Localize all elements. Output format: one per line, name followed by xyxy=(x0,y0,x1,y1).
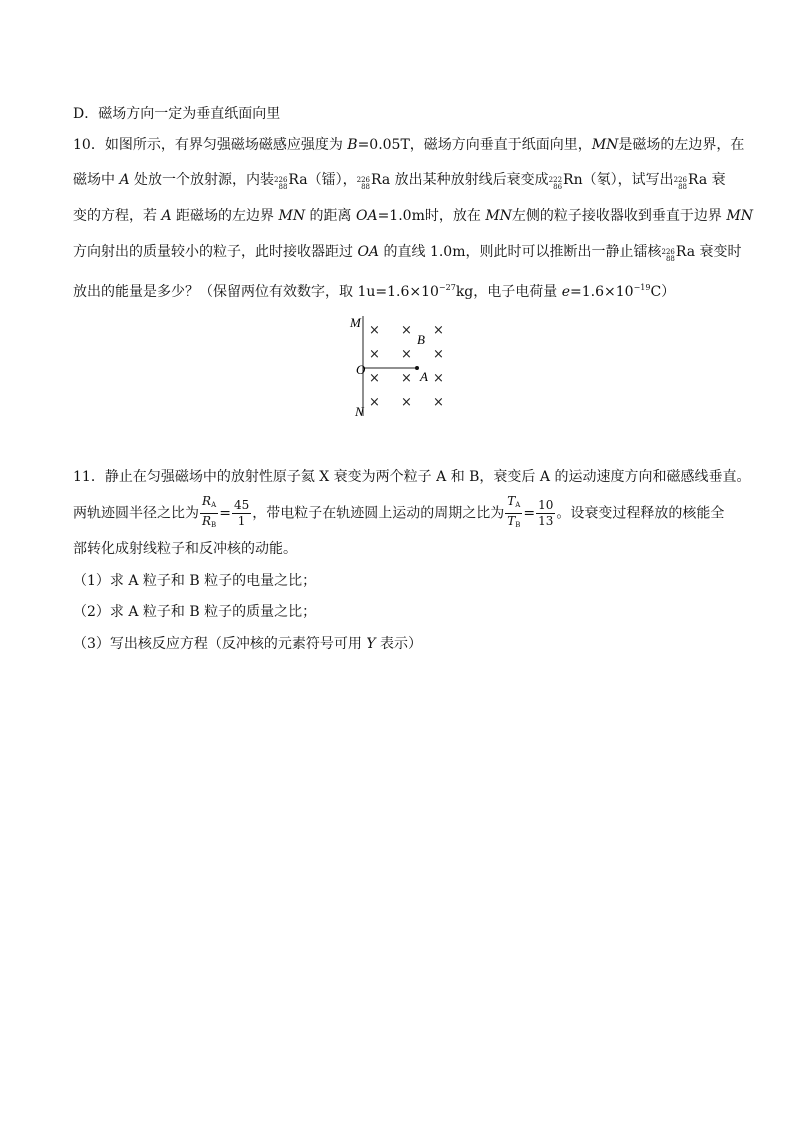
period-ratio-value xyxy=(536,498,555,529)
symbol-B: B xyxy=(347,137,358,153)
element-symbol: Rn xyxy=(563,172,583,188)
field-cross: × xyxy=(401,395,412,410)
text: 表示） xyxy=(375,636,423,652)
text: 左侧的粒子接收器收到垂直于边界 xyxy=(511,208,727,224)
text: =1.0m时，放在 xyxy=(377,208,486,224)
text: kg，电子电荷量 xyxy=(455,284,562,300)
q11-sub-1: （1）求 A 粒子和 B 粒子的电量之比； xyxy=(73,573,317,589)
symbol-e: e xyxy=(561,284,571,300)
atomic-number: 88 xyxy=(361,183,370,191)
q10-line-4 xyxy=(73,242,742,263)
text: 放出的能量是多少？（保留两位有效数字，取 1u=1.6×10 xyxy=(73,284,439,300)
text: 磁场中 xyxy=(73,172,120,188)
denominator: 1 xyxy=(237,514,246,528)
symbol-T: T xyxy=(507,514,516,528)
label-B: B xyxy=(417,332,425,347)
text: Ra 衰变时 xyxy=(675,244,742,260)
equals: = xyxy=(523,505,536,522)
q11-line-2 xyxy=(73,494,724,533)
text: 的距离 xyxy=(305,208,356,224)
mass-number: 222 xyxy=(548,176,563,184)
equals: = xyxy=(219,505,231,522)
nuclide-ra-3 xyxy=(674,170,688,191)
text: 处放一个放射源，内装 xyxy=(129,172,275,188)
q11-line-3: 部转化成射线粒子和反冲核的动能。 xyxy=(73,541,297,557)
field-cross: × xyxy=(433,395,444,410)
text: 是磁场的左边界，在 xyxy=(618,137,745,153)
q10-line-2 xyxy=(73,170,726,191)
text: （氡），试写出 xyxy=(582,172,674,188)
text: 10．如图所示，有界匀强磁场磁感应强度为 xyxy=(73,137,348,153)
symbol-MN: MN xyxy=(485,208,512,224)
text: 两轨迹圆半径之比为 xyxy=(73,505,199,522)
denominator: 13 xyxy=(538,514,554,528)
text: 的直线 1.0m，则此时可以推断出一静止镭核 xyxy=(379,244,662,260)
label-O: O xyxy=(356,362,366,377)
point-a-dot xyxy=(415,366,419,370)
text: （3）写出核反应方程（反冲核的元素符号可用 xyxy=(73,636,367,652)
numerator: 10 xyxy=(538,498,554,512)
nuclide-rn xyxy=(549,170,583,191)
field-cross: × xyxy=(433,371,444,386)
element-symbol: Ra xyxy=(288,172,308,188)
q10-line-3 xyxy=(73,206,753,226)
nuclide-ra-2 xyxy=(357,170,371,191)
text: =0.05T，磁场方向垂直于纸面向里， xyxy=(357,137,592,153)
exponent: −19 xyxy=(633,283,651,292)
text: Ra 衰 xyxy=(687,172,726,188)
symbol-MN: MN xyxy=(591,137,619,153)
atomic-number: 88 xyxy=(678,183,687,191)
label-N: N xyxy=(355,404,364,419)
radius-ratio-fraction xyxy=(200,494,218,533)
text: ，带电粒子在轨迹圆上运动的周期之比为 xyxy=(252,505,505,522)
symbol-R: R xyxy=(202,514,212,528)
text: 变的方程，若 xyxy=(73,208,162,224)
text: （镭）， xyxy=(307,172,357,188)
atomic-number: 86 xyxy=(553,183,563,191)
period-ratio-fraction xyxy=(505,494,522,533)
symbol-A: A xyxy=(161,208,172,224)
field-cross: × xyxy=(401,347,412,362)
mass-number: 226 xyxy=(661,248,675,256)
numerator: 45 xyxy=(233,498,250,512)
field-cross: × xyxy=(369,323,380,338)
mass-number: 226 xyxy=(356,176,370,184)
q10-line-5 xyxy=(73,278,675,302)
field-cross: × xyxy=(401,371,412,386)
label-A: A xyxy=(420,369,428,384)
subscript: A xyxy=(211,501,217,509)
atomic-number: 88 xyxy=(278,183,288,191)
subscript: B xyxy=(515,521,521,529)
atomic-number: 88 xyxy=(665,255,675,263)
field-cross: × xyxy=(369,395,380,410)
symbol-MN: MN xyxy=(278,208,306,224)
subscript: A xyxy=(515,501,521,509)
field-cross: × xyxy=(433,347,444,362)
q11-sub-3 xyxy=(73,634,422,654)
symbol-MN: MN xyxy=(726,208,753,224)
field-cross: × xyxy=(369,371,380,386)
label-M: M xyxy=(350,315,361,330)
mass-number: 226 xyxy=(673,176,687,184)
q11-sub-2: （2）求 A 粒子和 B 粒子的质量之比； xyxy=(73,604,317,620)
symbol-OA: OA xyxy=(357,244,380,260)
symbol-T: T xyxy=(507,494,516,508)
field-cross: × xyxy=(401,323,412,338)
symbol-Y: Y xyxy=(366,636,376,652)
nuclide-ra xyxy=(274,170,308,191)
symbol-A: A xyxy=(119,172,130,188)
symbol-OA: OA xyxy=(355,208,378,224)
text: C） xyxy=(650,284,676,300)
text: 。设衰变过程释放的核能全 xyxy=(556,505,725,522)
text: 方向射出的质量较小的粒子，此时接收器距过 xyxy=(73,244,358,260)
field-cross: × xyxy=(433,323,444,338)
mass-number: 226 xyxy=(274,176,288,184)
symbol-R: R xyxy=(202,494,212,508)
nuclide-ra-4 xyxy=(662,242,676,263)
field-cross: × xyxy=(369,347,380,362)
magnetic-field-figure xyxy=(340,312,470,422)
q11-line-1: 11．静止在匀强磁场中的放射性原子氦 X 衰变为两个粒子 A 和 B，衰变后 A 的运动速度方向和磁感线垂直。 xyxy=(73,469,751,485)
text: =1.6×10 xyxy=(570,284,634,300)
subscript: B xyxy=(211,521,217,529)
radius-ratio-value xyxy=(232,498,251,529)
exponent: −27 xyxy=(438,283,456,292)
q9-option-d: D．磁场方向一定为垂直纸面向里 xyxy=(73,106,281,122)
text: 距磁场的左边界 xyxy=(171,208,279,224)
text: Ra 放出某种放射线后衰变成 xyxy=(371,172,549,188)
q10-line-1 xyxy=(73,135,744,155)
